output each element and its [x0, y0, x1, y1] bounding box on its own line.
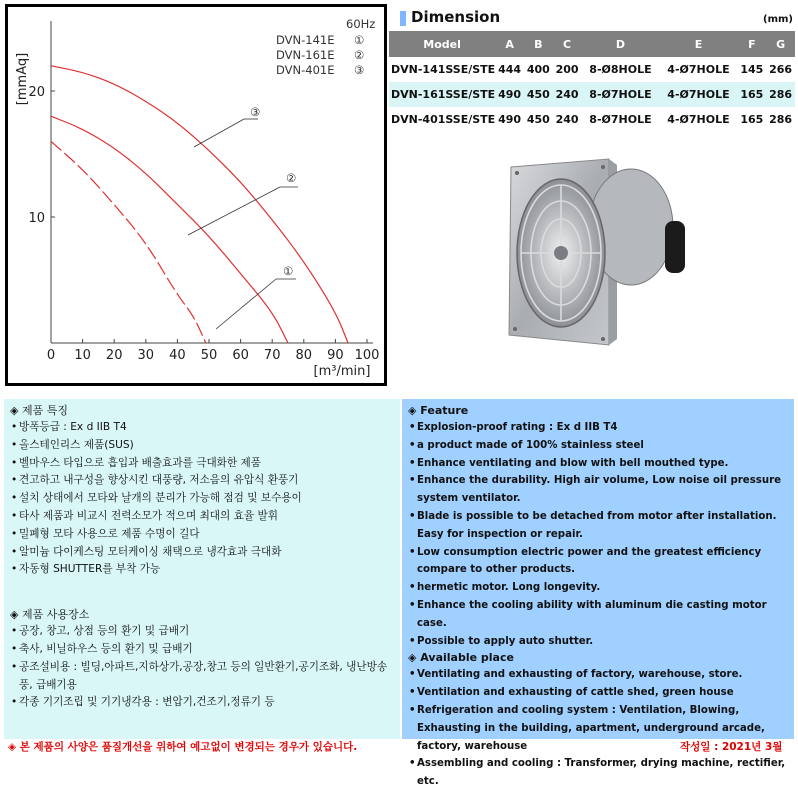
korean-info-panel [4, 399, 400, 739]
col-b: B [524, 31, 553, 57]
x-axis-unit: [m³/min] [313, 364, 371, 379]
cell-e: 4-Ø7HOLE [667, 63, 730, 76]
list-item: • 밀폐형 모타 사용으로 제품 수명이 길다 [11, 526, 400, 544]
curve-mark-1: ① [283, 264, 294, 278]
leader-2 [188, 187, 280, 235]
y-axis-unit: [mmAq] [15, 52, 30, 106]
list-item: • Ventilation and exhausting of cattle shed, green house [409, 684, 794, 702]
cell-a: 490 [495, 82, 524, 107]
kr-place-list [11, 623, 400, 712]
en-feature-title: ◈ Feature [408, 404, 469, 417]
y-tick-label: 10 [28, 211, 45, 226]
x-tick-label: 60 [232, 348, 249, 363]
list-item: • Explosion-proof rating : Ex d IIB T4 [409, 419, 794, 437]
x-tick-label: 70 [263, 348, 281, 363]
list-item: • Low consumption electric power and the greatest efficiency compare to other products. [409, 544, 794, 580]
list-item: • 방폭등급 : Ex d IIB T4 [11, 419, 400, 437]
x-tick-label: 50 [200, 348, 218, 363]
performance-curve-2 [51, 116, 288, 343]
list-item: • 공장, 창고, 상점 등의 환기 및 급배기 [11, 623, 400, 641]
legend-model-1: DVN-141E [276, 33, 335, 47]
leader-3 [194, 119, 244, 147]
cell-d: 8-Ø7HOLE [581, 82, 659, 107]
x-tick-label: 100 [354, 348, 380, 363]
cell-f: 145 [740, 63, 764, 76]
cell-f: 165 [740, 113, 764, 126]
list-item: • Enhance ventilating and blow with bell mouthed type. [409, 455, 794, 473]
dimension-title-marker [400, 11, 406, 26]
x-tick-label: 40 [169, 348, 186, 363]
legend-mark-1: ① [354, 33, 365, 47]
list-item: • Enhance the cooling ability with aluminum die casting motor case. [409, 597, 794, 633]
cell-c: 200 [555, 63, 579, 76]
kr-feature-title: ◈ 제품 특징 [10, 404, 68, 417]
cell-model: DVN-141SSE/STE [391, 63, 496, 76]
dimension-unit: (mm) [763, 14, 793, 25]
performance-curve-3 [51, 66, 348, 343]
x-tick-label: 30 [137, 348, 155, 363]
performance-chart-svg [8, 7, 384, 383]
list-item: • 축사, 비닐하우스 등의 환기 및 급배기 [11, 641, 400, 659]
col-c: C [553, 31, 582, 57]
col-model: Model [389, 31, 495, 57]
list-item: • 각종 기기조립 및 기기냉각용 : 변압기,건조기,정류기 등 [11, 694, 400, 712]
table-row [389, 82, 795, 107]
list-item: • Enhance the durability. High air volume, Low noise oil pressure system ventilator. [409, 472, 794, 508]
footer-notice: ◈ 본 제품의 사양은 품질개선을 위하여 예고없이 변경되는 경우가 있습니다. [8, 741, 358, 753]
performance-curve-1 [51, 141, 206, 343]
cell-c: 240 [553, 82, 582, 107]
cell-model: DVN-401SSE/STE [391, 113, 496, 126]
en-place-title: ◈ Available place [408, 651, 514, 665]
en-place-list [409, 666, 794, 791]
x-tick-label: 80 [295, 348, 313, 363]
list-item: • 타사 제품과 비교시 전력소모가 적으며 최대의 효율 발휘 [11, 508, 400, 526]
fan-product-image [505, 157, 701, 347]
col-d: D [581, 31, 659, 57]
col-e: E [659, 31, 737, 57]
list-item: • 자동형 SHUTTER를 부착 가능 [11, 561, 400, 579]
col-g: G [766, 31, 795, 57]
list-item: • Refrigeration and cooling system : Ventilation, Blowing, Exhausting in the building, apartment, underground arcade, factory, warehouse [409, 702, 794, 755]
x-tick-label: 90 [327, 348, 344, 363]
list-item: • Ventilating and exhausting of factory, warehouse, store. [409, 666, 794, 684]
cell-b: 450 [526, 113, 550, 126]
en-feature-list [409, 419, 794, 650]
list-item: • Blade is possible to be detached from motor after installation. Easy for inspection or repair. [409, 508, 794, 544]
x-tick-label: 10 [74, 348, 91, 363]
cell-g: 266 [769, 63, 793, 76]
curve-mark-2: ② [286, 171, 297, 185]
legend-model-3: DVN-401E [276, 63, 335, 77]
cell-d: 8-Ø7HOLE [589, 113, 652, 126]
cell-model: DVN-161SSE/STE [389, 82, 495, 107]
curve-mark-3: ③ [250, 105, 261, 119]
dimension-header-row [389, 31, 795, 57]
list-item: • Possible to apply auto shutter. [409, 633, 794, 651]
list-item: • Assembling and cooling : Transformer, drying machine, rectifier, etc. [409, 755, 794, 791]
list-item: • a product made of 100% stainless steel [409, 437, 794, 455]
table-row [389, 107, 795, 132]
cell-b: 400 [526, 63, 550, 76]
cell-e: 4-Ø7HOLE [659, 82, 737, 107]
kr-feature-list [11, 419, 400, 579]
list-item: • 공조설비용 : 빌딩,아파트,지하상가,공장,창고 등의 일반환기,공기조화, 냉난방송풍, 급배기용 [11, 659, 400, 695]
cell-f: 165 [737, 82, 766, 107]
kr-place-title: ◈ 제품 사용장소 [10, 608, 90, 622]
x-tick-label: 20 [105, 348, 123, 363]
col-f: F [737, 31, 766, 57]
list-item: • 견고하고 내구성을 향상시킨 대풍량, 저소음의 유압식 환풍기 [11, 472, 400, 490]
performance-chart [5, 4, 387, 386]
table-row [389, 57, 795, 82]
legend-mark-2: ② [354, 48, 365, 62]
legend-mark-3: ③ [354, 63, 365, 77]
cell-c: 240 [555, 113, 579, 126]
x-tick-label: 0 [46, 348, 56, 363]
hz-label: 60Hz [346, 17, 376, 31]
list-item: • 설치 상태에서 모타와 날개의 분리가 가능해 점검 및 보수용이 [11, 490, 400, 508]
y-tick-label: 20 [28, 85, 45, 100]
col-a: A [495, 31, 524, 57]
list-item: • 알미늄 다이케스팅 모터케이싱 채택으로 냉각효과 극대화 [11, 544, 400, 562]
cell-a: 490 [498, 113, 522, 126]
cell-e: 4-Ø7HOLE [667, 113, 730, 126]
list-item: • 벨마우스 타입으로 흡입과 배출효과를 극대화한 제품 [11, 455, 400, 473]
cell-b: 450 [524, 82, 553, 107]
cell-a: 444 [498, 63, 522, 76]
list-item: • hermetic motor. Long longevity. [409, 579, 794, 597]
cell-g: 286 [769, 113, 793, 126]
dimension-title: Dimension [411, 8, 501, 26]
cell-g: 286 [766, 82, 795, 107]
legend-model-2: DVN-161E [276, 48, 335, 62]
footer-date: 작성일 : 2021년 3월 [680, 741, 783, 753]
dimension-table [389, 31, 795, 132]
list-item: • 올스테인리스 제품(SUS) [11, 437, 400, 455]
leader-1 [216, 279, 276, 329]
cell-d: 8-Ø8HOLE [589, 63, 652, 76]
